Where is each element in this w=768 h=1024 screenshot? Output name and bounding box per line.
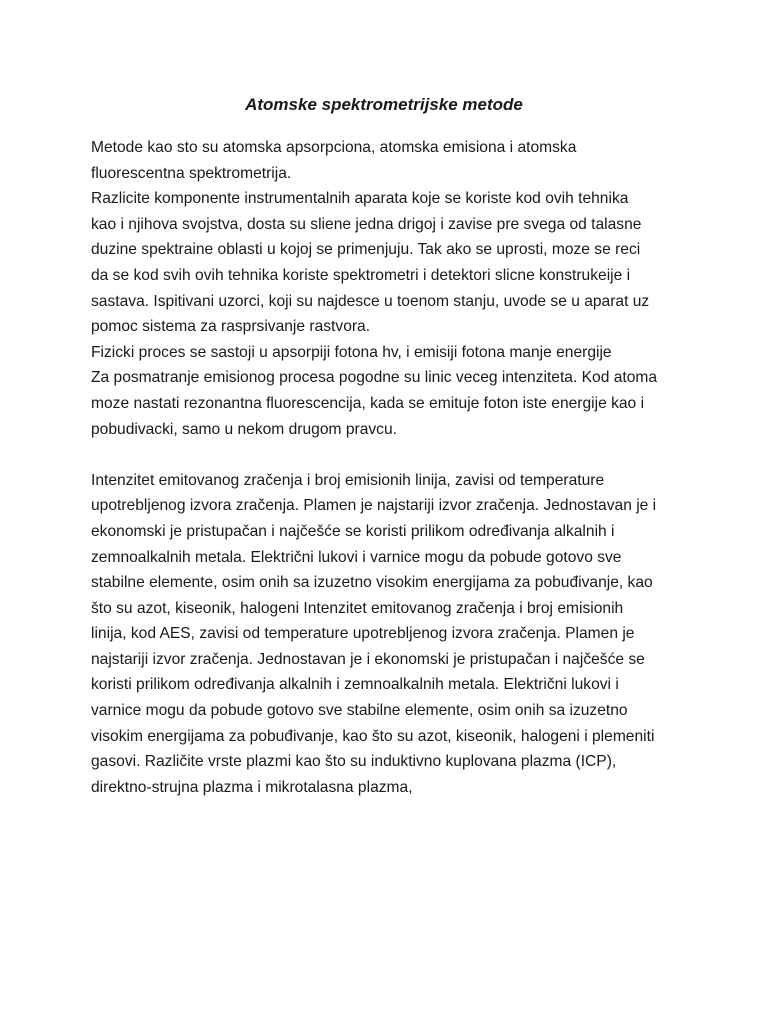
text-line: da se kod svih ovih tehnika koriste spektrometri i detektori slicne konstrukeije i — [91, 266, 631, 284]
text-line: fluorescentna spektrometrija. — [91, 164, 292, 182]
text-line: sastava. Ispitivani uzorci, koji su najdesce u toenom stanju, uvode se u aparat uz — [91, 292, 650, 310]
text-line: stabilne elemente, osim onih sa izuzetno visokim energijama za pobuđivanje, kao — [91, 574, 653, 592]
text-line: Za posmatranje emisionog procesa pogodne su linic veceg intenziteta. Kod atoma — [91, 369, 658, 387]
text-line: koristi prilikom određivanja alkalnih i zemnoalkalnih metala. Električni lukovi i — [91, 676, 619, 694]
text-line: pomoc sistema za rasprsivanje rastvora. — [91, 318, 371, 336]
text-line: zemnoalkalnih metala. Električni lukovi i varnice mogu da pobude gotovo sve — [91, 548, 622, 566]
text-line: Intenzitet emitovanog zračenja i broj emisionih linija, zavisi od temperature — [91, 471, 605, 489]
text-line: što su azot, kiseonik, halogeni Intenzitet emitovanog zračenja i broj emisionih — [91, 599, 624, 617]
text-line: Razlicite komponente instrumentalnih aparata koje se koriste kod ovih tehnika — [91, 190, 629, 208]
text-line: moze nastati rezonantna fluorescencija, kada se emituje foton iste energije kao i — [91, 394, 645, 412]
paragraph-1 — [91, 135, 691, 442]
text-line: najstariji izvor zračenja. Jednostavan je i ekonomski je pristupačan i najčešće se — [91, 650, 645, 668]
text-line: visokim energijama za pobuđivanje, kao što su azot, kiseonik, halogeni i plemeniti — [91, 727, 655, 745]
text-line: pobudivacki, samo u nekom drugom pravcu. — [91, 420, 397, 438]
document-title: Atomske spektrometrijske metode — [245, 95, 523, 114]
text-line: upotrebljenog izvora zračenja. Plamen je najstariji izvor zračenja. Jednostavan je i — [91, 497, 657, 515]
text-line: ekonomski je pristupačan i najčešće se koristi prilikom određivanja alkalnih i — [91, 522, 615, 540]
text-line: linija, kod AES, zavisi od temperature upotrebljenog izvora zračenja. Plamen je — [91, 625, 635, 643]
text-line: duzine spektraine oblasti u kojoj se primenjuju. Tak ako se uprosti, moze se reci — [91, 241, 641, 259]
text-line: direktno-strujna plazma i mikrotalasna plazma, — [91, 778, 413, 796]
paragraph-2 — [91, 468, 691, 801]
paragraph-gap — [91, 442, 691, 468]
text-line: gasovi. Različite vrste plazmi kao što su induktivno kuplovana plazma (ICP), — [91, 753, 617, 771]
text-line: varnice mogu da pobude gotovo sve stabilne elemente, osim onih sa izuzetno — [91, 702, 628, 720]
text-line: Fizicki proces se sastoji u apsorpiji fotona hv, i emisiji fotona manje energije — [91, 343, 612, 361]
text-line: Metode kao sto su atomska apsorpciona, atomska emisiona i atomska — [91, 139, 577, 156]
document-body — [91, 135, 691, 800]
text-line: kao i njihova svojstva, dosta su sliene jedna drigoj i zavise pre svega od talasne — [91, 215, 642, 233]
